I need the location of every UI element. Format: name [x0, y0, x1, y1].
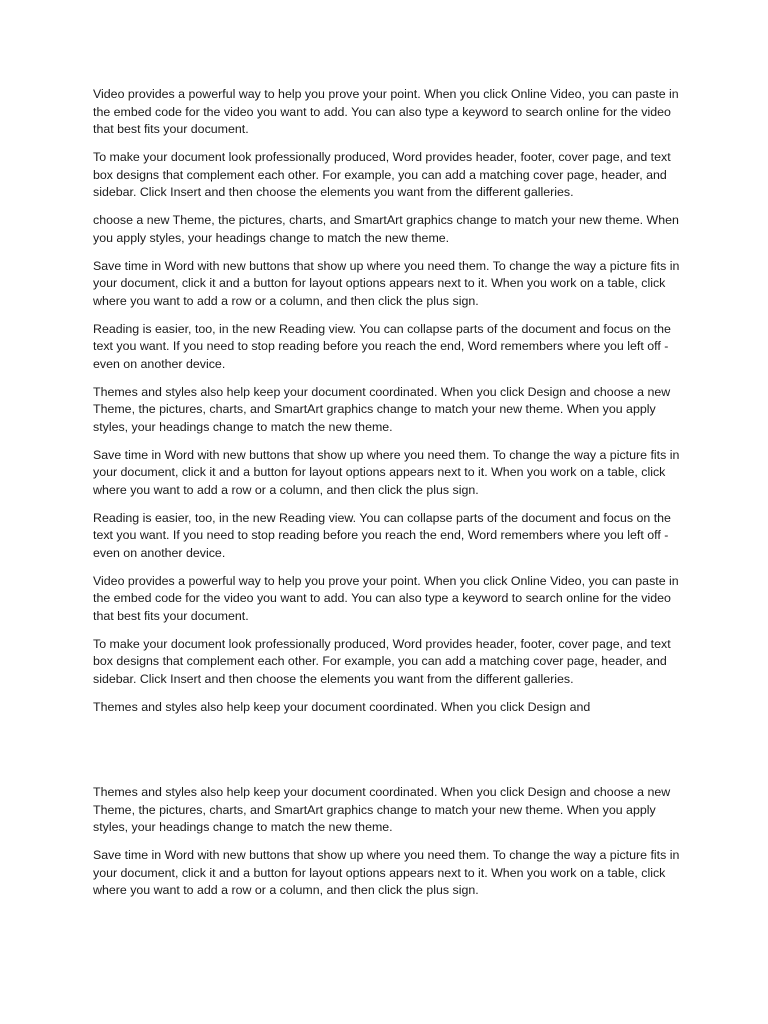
paragraph: Reading is easier, too, in the new Reading view. You can collapse parts of the document and focus on the text you want. If you need to stop reading before you reach the end, Word remembers where you left off - even on another device. [93, 321, 671, 371]
paragraph: Save time in Word with new buttons that show up where you need them. To change the way a picture fits in your document, click it and a button for layout options appears next to it. When you work on a table, click where you want to add a row or a column, and then click the plus sign. [93, 447, 680, 497]
paragraph: Video provides a powerful way to help you prove your point. When you click Online Video, you can paste in the embed code for the video you want to add. You can also type a keyword to search online for the video that best fits your document. [93, 573, 679, 623]
paragraph: To make your document look professionally produced, Word provides header, footer, cover page, and text box designs that complement each other. For example, you can add a matching cover page, header, and sidebar. Click Insert and then choose the elements you want from the different galleries. [93, 636, 671, 686]
document-body-bottom [93, 784, 683, 910]
paragraph: To make your document look professionally produced, Word provides header, footer, cover page, and text box designs that complement each other. For example, you can add a matching cover page, header, and sidebar. Click Insert and then choose the elements you want from the different galleries. [93, 150, 671, 199]
paragraph: Themes and styles also help keep your document coordinated. When you click Design and choose a new Theme, the pictures, charts, and SmartArt graphics change to match your new theme. When you apply styles, your headings change to match the new theme. [93, 384, 671, 434]
paragraph: Reading is easier, too, in the new Reading view. You can collapse parts of the document and focus on the text you want. If you need to stop reading before you reach the end, Word remembers where you left off - even on another device. [93, 510, 671, 560]
paragraph: Save time in Word with new buttons that show up where you need them. To change the way a picture fits in your document, click it and a button for layout options appears next to it. When you work on a table, click where you want to add a row or a column, and then click the plus sign. [93, 848, 680, 897]
paragraph: Save time in Word with new buttons that show up where you need them. To change the way a picture fits in your document, click it and a button for layout options appears next to it. When you work on a table, click where you want to add a row or a column, and then click the plus sign. [93, 258, 680, 308]
paragraph: choose a new Theme, the pictures, charts, and SmartArt graphics change to match your new theme. When you apply styles, your headings change to match the new theme. [93, 213, 679, 245]
paragraph: Themes and styles also help keep your document coordinated. When you click Design and choose a new Theme, the pictures, charts, and SmartArt graphics change to match your new theme. When you apply styles, your headings change to match the new theme. [93, 785, 671, 834]
document-body-top [93, 86, 683, 727]
paragraph: Themes and styles also help keep your document coordinated. When you click Design and [93, 699, 591, 714]
paragraph: Video provides a powerful way to help you prove your point. When you click Online Video, you can paste in the embed code for the video you want to add. You can also type a keyword to search online for the video that best fits your document. [93, 87, 679, 136]
